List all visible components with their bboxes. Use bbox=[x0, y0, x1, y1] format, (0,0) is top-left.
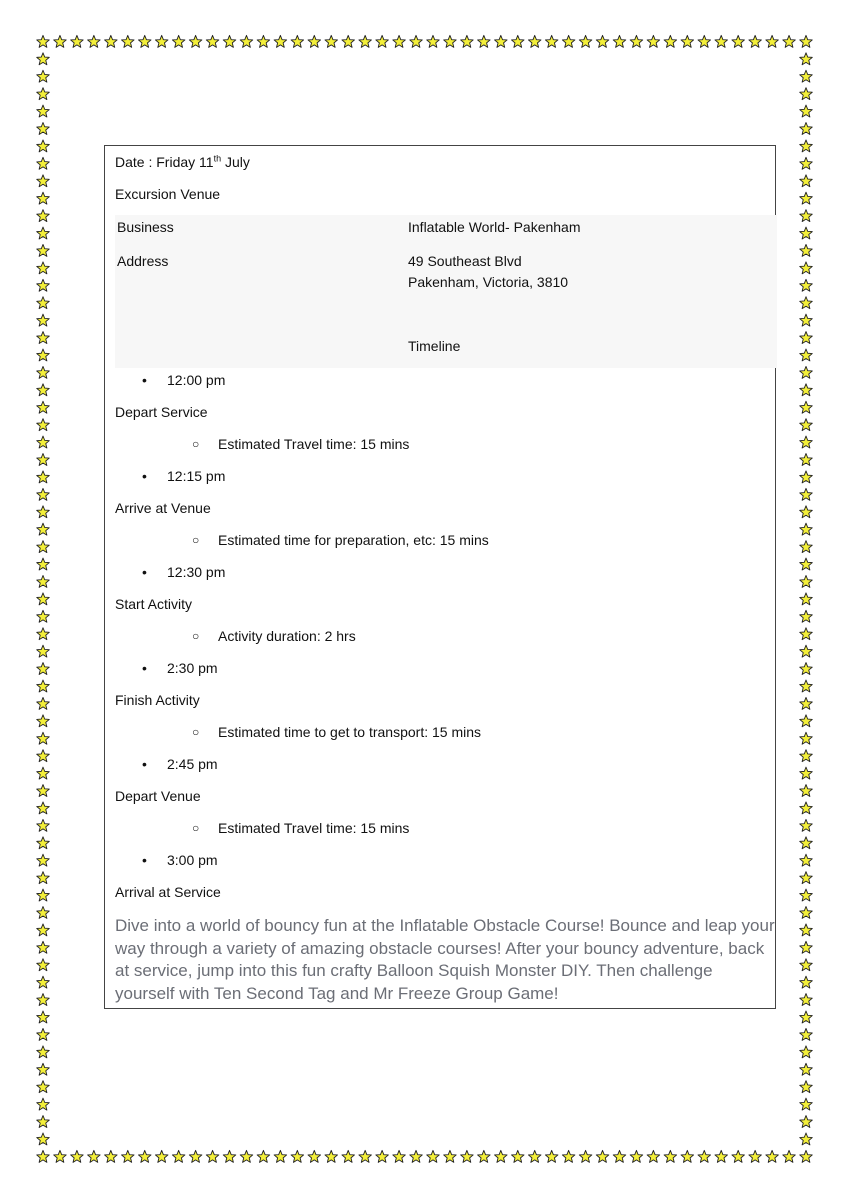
star-icon bbox=[800, 906, 813, 918]
sub-bullet-icon: ○ bbox=[192, 821, 200, 835]
star-icon bbox=[800, 715, 813, 727]
star-icon bbox=[37, 454, 50, 466]
date-month: July bbox=[221, 154, 250, 170]
timeline-event: Depart Venue bbox=[115, 788, 201, 804]
star-icon bbox=[37, 279, 50, 291]
star-icon bbox=[88, 1150, 101, 1162]
star-icon bbox=[800, 35, 813, 47]
star-icon bbox=[37, 924, 50, 936]
timeline-heading: Timeline bbox=[408, 338, 461, 354]
star-icon bbox=[291, 35, 304, 47]
star-icon bbox=[138, 35, 151, 47]
star-icon bbox=[37, 1063, 50, 1075]
star-icon bbox=[37, 872, 50, 884]
star-icon bbox=[800, 1098, 813, 1110]
star-icon bbox=[800, 488, 813, 500]
star-icon bbox=[138, 1150, 151, 1162]
star-icon bbox=[800, 210, 813, 222]
star-icon bbox=[37, 436, 50, 448]
star-icon bbox=[800, 506, 813, 518]
star-icon bbox=[511, 35, 524, 47]
star-icon bbox=[37, 1011, 50, 1023]
star-icon bbox=[800, 471, 813, 483]
activity-description: Dive into a world of bouncy fun at the Inflatable Obstacle Course! Bounce and leap your way through a variety of amazing obstacle courses! After your bouncy adventure, back at service, jump into this fun crafty Balloon Squish Monster DIY. Then challenge yourself with Ten Second Tag and Mr Freeze Group Game! bbox=[115, 916, 775, 1003]
star-icon bbox=[545, 1150, 558, 1162]
star-icon bbox=[800, 1011, 813, 1023]
star-icon bbox=[800, 767, 813, 779]
star-icon bbox=[37, 401, 50, 413]
star-icon bbox=[37, 192, 50, 204]
star-icon bbox=[37, 889, 50, 901]
star-icon bbox=[359, 35, 372, 47]
star-icon bbox=[37, 976, 50, 988]
star-icon bbox=[37, 802, 50, 814]
bullet-icon: • bbox=[142, 852, 147, 868]
sub-bullet-icon: ○ bbox=[192, 725, 200, 739]
star-icon bbox=[766, 1150, 779, 1162]
bullet-icon: • bbox=[142, 660, 147, 676]
date-ordinal-suffix: th bbox=[213, 153, 222, 164]
star-icon bbox=[172, 1150, 185, 1162]
star-icon bbox=[800, 680, 813, 692]
star-icon bbox=[223, 1150, 236, 1162]
star-icon bbox=[800, 889, 813, 901]
star-icon bbox=[37, 994, 50, 1006]
star-icon bbox=[800, 123, 813, 135]
star-icon bbox=[800, 593, 813, 605]
timeline-event: Arrive at Venue bbox=[115, 500, 211, 516]
star-icon bbox=[800, 401, 813, 413]
star-icon bbox=[122, 1150, 135, 1162]
star-icon bbox=[122, 35, 135, 47]
star-icon bbox=[37, 1046, 50, 1058]
star-icon bbox=[37, 227, 50, 239]
star-icon bbox=[37, 628, 50, 640]
star-icon bbox=[37, 35, 50, 47]
star-icon bbox=[495, 35, 508, 47]
star-icon bbox=[37, 906, 50, 918]
star-icon bbox=[800, 366, 813, 378]
star-icon bbox=[37, 837, 50, 849]
star-icon bbox=[800, 628, 813, 640]
timeline-time: 12:00 pm bbox=[167, 372, 226, 388]
star-icon bbox=[664, 1150, 677, 1162]
timeline-event: Depart Service bbox=[115, 404, 208, 420]
star-icon bbox=[478, 1150, 491, 1162]
star-icon bbox=[37, 1133, 50, 1145]
star-icon bbox=[732, 35, 745, 47]
star-icon bbox=[37, 575, 50, 587]
star-icon bbox=[783, 1150, 796, 1162]
star-icon bbox=[562, 1150, 575, 1162]
star-icon bbox=[206, 35, 219, 47]
star-icon bbox=[54, 35, 67, 47]
star-icon bbox=[800, 663, 813, 675]
star-icon bbox=[37, 1028, 50, 1040]
star-icon bbox=[37, 854, 50, 866]
star-icon bbox=[37, 262, 50, 274]
star-icon bbox=[495, 1150, 508, 1162]
timeline-time: 2:30 pm bbox=[167, 660, 218, 676]
star-icon bbox=[37, 471, 50, 483]
star-icon bbox=[37, 1081, 50, 1093]
timeline-time: 12:30 pm bbox=[167, 564, 226, 580]
star-icon bbox=[37, 506, 50, 518]
venue-table bbox=[115, 215, 777, 368]
star-icon bbox=[37, 541, 50, 553]
timeline-time: 3:00 pm bbox=[167, 852, 218, 868]
star-icon bbox=[410, 1150, 423, 1162]
timeline-event: Arrival at Service bbox=[115, 884, 221, 900]
star-icon bbox=[155, 35, 168, 47]
star-icon bbox=[681, 35, 694, 47]
star-icon bbox=[37, 157, 50, 169]
star-icon bbox=[37, 244, 50, 256]
star-icon bbox=[800, 454, 813, 466]
star-icon bbox=[37, 70, 50, 82]
star-icon bbox=[800, 1116, 813, 1128]
timeline-event: Start Activity bbox=[115, 596, 193, 612]
star-icon bbox=[800, 279, 813, 291]
star-icon bbox=[732, 1150, 745, 1162]
star-icon bbox=[37, 610, 50, 622]
star-icon bbox=[37, 88, 50, 100]
star-icon bbox=[172, 35, 185, 47]
star-icon bbox=[800, 1063, 813, 1075]
star-icon bbox=[613, 35, 626, 47]
star-icon bbox=[342, 1150, 355, 1162]
star-icon bbox=[37, 1098, 50, 1110]
star-icon bbox=[596, 35, 609, 47]
address-line-2: Pakenham, Victoria, 3810 bbox=[408, 274, 569, 290]
star-icon bbox=[427, 35, 440, 47]
business-value: Inflatable World- Pakenham bbox=[408, 219, 581, 235]
timeline-note: Estimated time to get to transport: 15 mins bbox=[218, 724, 482, 740]
star-icon bbox=[800, 297, 813, 309]
star-icon bbox=[800, 88, 813, 100]
star-icon bbox=[800, 785, 813, 797]
star-icon bbox=[766, 35, 779, 47]
star-icon bbox=[478, 35, 491, 47]
star-icon bbox=[800, 105, 813, 117]
star-icon bbox=[274, 35, 287, 47]
star-icon bbox=[800, 732, 813, 744]
star-icon bbox=[37, 105, 50, 117]
star-icon bbox=[37, 123, 50, 135]
star-icon bbox=[308, 35, 321, 47]
star-icon bbox=[376, 35, 389, 47]
star-icon bbox=[37, 1116, 50, 1128]
star-icon bbox=[37, 366, 50, 378]
star-icon bbox=[37, 523, 50, 535]
star-icon bbox=[698, 35, 711, 47]
star-icon bbox=[800, 575, 813, 587]
sub-bullet-icon: ○ bbox=[192, 437, 200, 451]
star-icon bbox=[274, 1150, 287, 1162]
star-icon bbox=[800, 70, 813, 82]
star-icon bbox=[630, 1150, 643, 1162]
timeline-note: Estimated Travel time: 15 mins bbox=[218, 820, 410, 836]
star-icon bbox=[715, 1150, 728, 1162]
star-icon bbox=[800, 436, 813, 448]
star-icon bbox=[800, 175, 813, 187]
star-icon bbox=[664, 35, 677, 47]
star-icon bbox=[800, 1133, 813, 1145]
star-icon bbox=[511, 1150, 524, 1162]
star-icon bbox=[37, 419, 50, 431]
star-icon bbox=[800, 332, 813, 344]
star-icon bbox=[71, 35, 84, 47]
star-icon bbox=[155, 1150, 168, 1162]
star-icon bbox=[800, 976, 813, 988]
star-icon bbox=[37, 715, 50, 727]
star-icon bbox=[800, 349, 813, 361]
bullet-icon: • bbox=[142, 468, 147, 484]
star-icon bbox=[749, 35, 762, 47]
star-icon bbox=[206, 1150, 219, 1162]
star-icon bbox=[800, 244, 813, 256]
star-icon bbox=[257, 1150, 270, 1162]
star-icon bbox=[37, 349, 50, 361]
star-icon bbox=[37, 767, 50, 779]
address-label: Address bbox=[117, 253, 169, 269]
star-icon bbox=[800, 53, 813, 65]
star-icon bbox=[325, 35, 338, 47]
star-icon bbox=[189, 35, 202, 47]
star-icon bbox=[800, 227, 813, 239]
star-icon bbox=[444, 35, 457, 47]
star-icon bbox=[800, 645, 813, 657]
star-icon bbox=[37, 645, 50, 657]
star-icon bbox=[240, 1150, 253, 1162]
star-icon bbox=[800, 140, 813, 152]
date-text: Date : Friday 11 bbox=[115, 154, 214, 170]
star-icon bbox=[800, 697, 813, 709]
star-icon bbox=[37, 140, 50, 152]
star-icon bbox=[783, 35, 796, 47]
star-icon bbox=[37, 488, 50, 500]
star-icon bbox=[800, 1028, 813, 1040]
timeline-note: Activity duration: 2 hrs bbox=[218, 628, 356, 644]
star-icon bbox=[528, 1150, 541, 1162]
date-line bbox=[115, 153, 250, 171]
star-icon bbox=[749, 1150, 762, 1162]
bullet-icon: • bbox=[142, 564, 147, 580]
star-icon bbox=[800, 157, 813, 169]
star-icon bbox=[800, 750, 813, 762]
star-icon bbox=[37, 663, 50, 675]
star-icon bbox=[37, 297, 50, 309]
sub-bullet-icon: ○ bbox=[192, 533, 200, 547]
star-icon bbox=[240, 35, 253, 47]
address-line-1: 49 Southeast Blvd bbox=[408, 253, 522, 269]
star-icon bbox=[342, 35, 355, 47]
star-icon bbox=[545, 35, 558, 47]
star-icon bbox=[461, 35, 474, 47]
star-icon bbox=[54, 1150, 67, 1162]
star-icon bbox=[647, 1150, 660, 1162]
star-icon bbox=[37, 593, 50, 605]
star-icon bbox=[461, 1150, 474, 1162]
star-icon bbox=[562, 35, 575, 47]
star-icon bbox=[715, 35, 728, 47]
excursion-document bbox=[104, 145, 776, 1009]
star-icon bbox=[800, 802, 813, 814]
excursion-venue-heading: Excursion Venue bbox=[115, 186, 221, 202]
timeline-event: Finish Activity bbox=[115, 692, 200, 708]
star-icon bbox=[105, 35, 118, 47]
star-icon bbox=[800, 994, 813, 1006]
star-icon bbox=[528, 35, 541, 47]
star-icon bbox=[800, 1081, 813, 1093]
star-icon bbox=[444, 1150, 457, 1162]
star-icon bbox=[37, 1150, 50, 1162]
star-icon bbox=[37, 732, 50, 744]
star-icon bbox=[698, 1150, 711, 1162]
star-icon bbox=[800, 314, 813, 326]
star-icon bbox=[613, 1150, 626, 1162]
star-icon bbox=[800, 924, 813, 936]
star-icon bbox=[681, 1150, 694, 1162]
star-icon bbox=[800, 419, 813, 431]
star-icon bbox=[579, 1150, 592, 1162]
star-icon bbox=[800, 941, 813, 953]
star-icon bbox=[596, 1150, 609, 1162]
star-icon bbox=[37, 819, 50, 831]
star-icon bbox=[579, 35, 592, 47]
star-icon bbox=[800, 1150, 813, 1162]
timeline-note: Estimated Travel time: 15 mins bbox=[218, 436, 410, 452]
star-icon bbox=[325, 1150, 338, 1162]
star-icon bbox=[257, 35, 270, 47]
star-icon bbox=[800, 558, 813, 570]
star-icon bbox=[393, 35, 406, 47]
business-label: Business bbox=[117, 219, 174, 235]
star-icon bbox=[291, 1150, 304, 1162]
star-icon bbox=[800, 1046, 813, 1058]
star-icon bbox=[800, 854, 813, 866]
star-icon bbox=[37, 384, 50, 396]
star-icon bbox=[647, 35, 660, 47]
bullet-icon: • bbox=[142, 372, 147, 388]
star-icon bbox=[88, 35, 101, 47]
star-icon bbox=[800, 610, 813, 622]
star-icon bbox=[800, 192, 813, 204]
star-icon bbox=[37, 941, 50, 953]
star-icon bbox=[223, 35, 236, 47]
star-icon bbox=[37, 558, 50, 570]
star-icon bbox=[800, 959, 813, 971]
star-icon bbox=[800, 541, 813, 553]
bullet-icon: • bbox=[142, 756, 147, 772]
star-icon bbox=[308, 1150, 321, 1162]
star-icon bbox=[359, 1150, 372, 1162]
star-icon bbox=[37, 680, 50, 692]
star-icon bbox=[37, 959, 50, 971]
timeline-time: 2:45 pm bbox=[167, 756, 218, 772]
star-icon bbox=[427, 1150, 440, 1162]
star-icon bbox=[37, 332, 50, 344]
star-icon bbox=[800, 384, 813, 396]
star-icon bbox=[376, 1150, 389, 1162]
star-icon bbox=[37, 750, 50, 762]
star-icon bbox=[37, 175, 50, 187]
star-icon bbox=[800, 819, 813, 831]
star-icon bbox=[37, 210, 50, 222]
sub-bullet-icon: ○ bbox=[192, 629, 200, 643]
star-icon bbox=[105, 1150, 118, 1162]
star-icon bbox=[800, 837, 813, 849]
star-icon bbox=[37, 785, 50, 797]
timeline-note: Estimated time for preparation, etc: 15 mins bbox=[218, 532, 489, 548]
star-icon bbox=[71, 1150, 84, 1162]
star-icon bbox=[800, 523, 813, 535]
star-icon bbox=[37, 314, 50, 326]
star-icon bbox=[800, 872, 813, 884]
star-icon bbox=[800, 262, 813, 274]
timeline-time: 12:15 pm bbox=[167, 468, 226, 484]
star-icon bbox=[189, 1150, 202, 1162]
star-icon bbox=[393, 1150, 406, 1162]
star-icon bbox=[37, 53, 50, 65]
star-icon bbox=[410, 35, 423, 47]
star-icon bbox=[37, 697, 50, 709]
star-icon bbox=[630, 35, 643, 47]
